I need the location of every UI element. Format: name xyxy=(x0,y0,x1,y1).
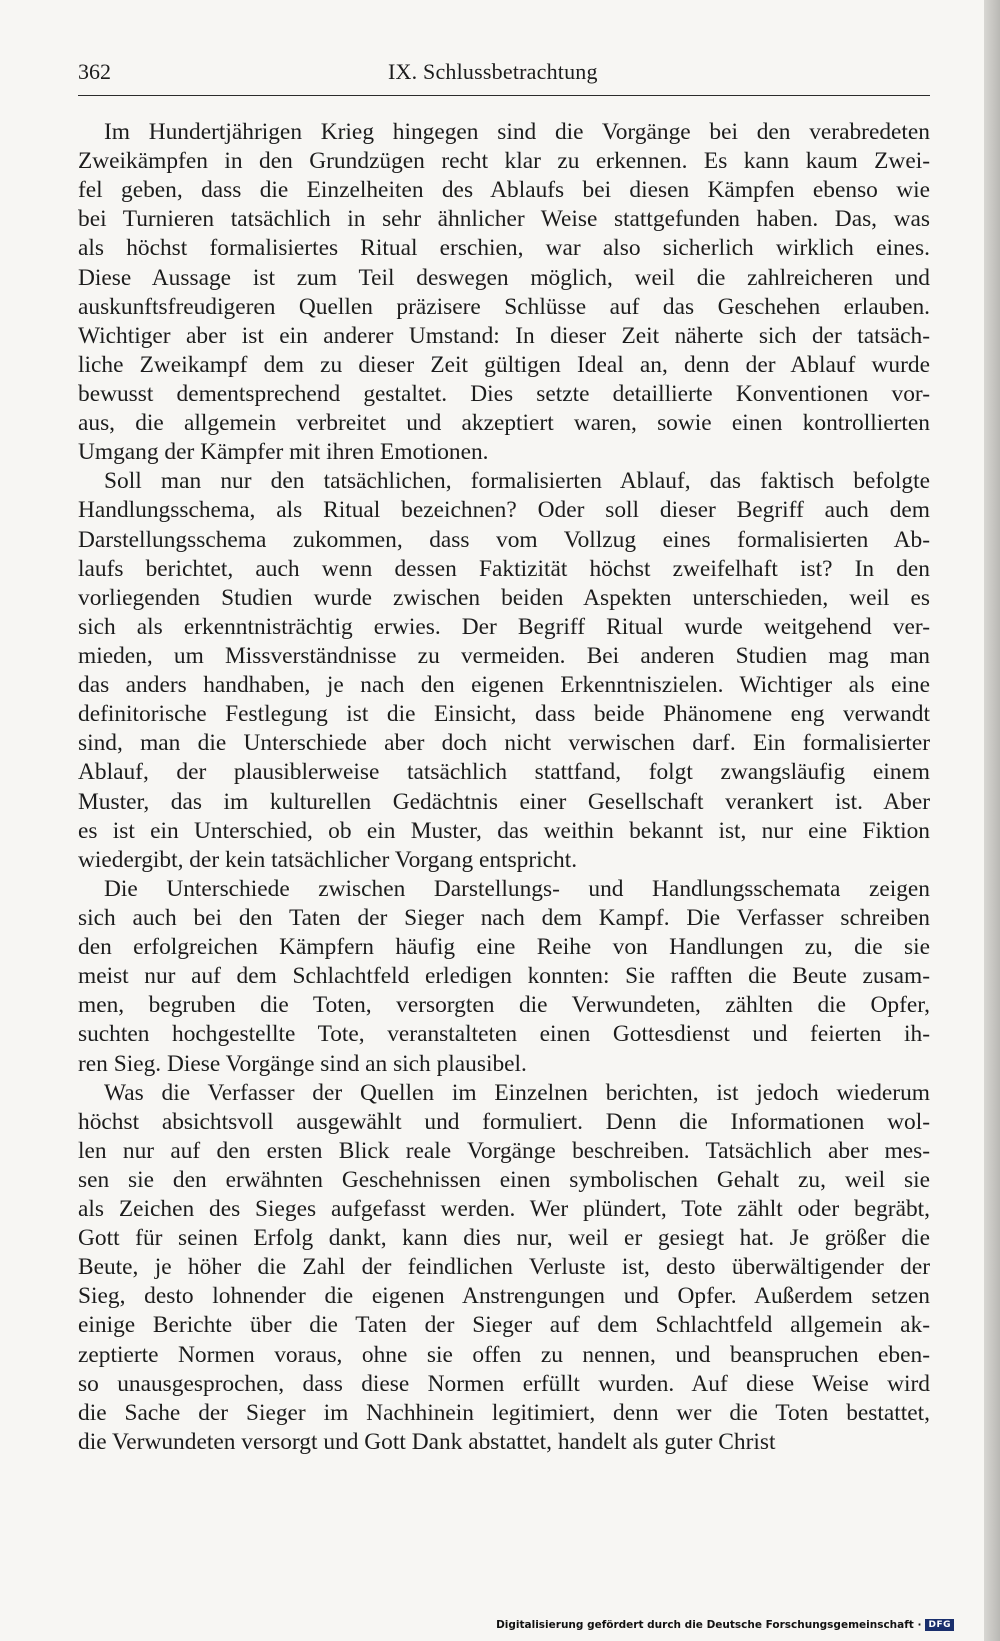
text-line: fel geben, dass die Einzelheiten des Ablaufs bei diesen Kämpfen ebenso wie xyxy=(78,177,930,204)
text-line: zeptierte Normen voraus, ohne sie offen zu nennen, und beanspruchen eben- xyxy=(78,1341,930,1368)
page-number: 362 xyxy=(78,59,111,84)
text-line: höchst absichtsvoll ausgewählt und formuliert. Denn die Informationen wol- xyxy=(78,1108,930,1135)
text-line: als höchst formalisiertes Ritual erschien, war also sicherlich wirklich eines. xyxy=(78,235,930,262)
text-line: men, begruben die Toten, versorgten die Verwundeten, zählten die Opfer, xyxy=(78,992,930,1019)
text-line: suchten hochgestellte Tote, veranstalteten einen Gottesdienst und feierten ih- xyxy=(78,1021,930,1048)
text-line: als Zeichen des Sieges aufgefasst werden. Wer plündert, Tote zählt oder begräbt, xyxy=(78,1196,930,1223)
text-line: auskunftsfreudigeren Quellen präzisere Schlüsse auf das Geschehen erlauben. xyxy=(78,293,930,320)
text-line: vorliegenden Studien wurde zwischen beiden Aspekten unterschieden, weil es xyxy=(78,584,930,611)
text-line: Im Hundertjährigen Krieg hingegen sind die Vorgänge bei den verabredeten xyxy=(104,119,930,145)
text-line: so unausgesprochen, dass diese Normen erfüllt wurden. Auf diese Weise wird xyxy=(78,1370,930,1397)
text-line: len nur auf den ersten Blick reale Vorgänge beschreiben. Tatsächlich aber mes- xyxy=(78,1137,930,1164)
text-line: bei Turnieren tatsächlich in sehr ähnlicher Weise stattgefunden haben. Das, was xyxy=(78,206,930,233)
digitization-credit xyxy=(496,1619,954,1631)
text-line: Soll man nur den tatsächlichen, formalisierten Ablauf, das faktisch befolgte xyxy=(104,468,930,495)
text-line: Wichtiger aber ist ein anderer Umstand: In dieser Zeit näherte sich der tatsäch- xyxy=(78,322,930,349)
text-line: Was die Verfasser der Quellen im Einzelnen berichten, ist jedoch wiederum xyxy=(104,1079,930,1106)
running-head: IX. Schlussbetrachtung xyxy=(388,59,598,84)
text-line: den erfolgreichen Kämpfern häufig eine Reihe von Handlungen zu, die sie xyxy=(78,934,930,961)
text-line: Die Unterschiede zwischen Darstellungs- und Handlungsschemata zeigen xyxy=(104,875,930,902)
text-line: Ablauf, der plausiblerweise tatsächlich stattfand, folgt zwangsläufig einem xyxy=(78,759,930,786)
text-line: Sieg, desto lohnender die eigenen Anstrengungen und Opfer. Außerdem setzen xyxy=(78,1283,930,1310)
text-line: die Sache der Sieger im Nachhinein legitimiert, denn wer die Toten bestattet, xyxy=(78,1399,930,1426)
text-line: liche Zweikampf dem zu dieser Zeit gültigen Ideal an, denn der Ablauf wurde xyxy=(78,351,930,378)
text-line: sich als erkenntnisträchtig erwies. Der Begriff Ritual wurde weitgehend ver- xyxy=(78,613,930,640)
text-line: Diese Aussage ist zum Teil deswegen möglich, weil die zahlreicheren und xyxy=(78,264,930,291)
text-line: aus, die allgemein verbreitet und akzeptiert waren, sowie einen kontrollierten xyxy=(78,410,930,437)
text-line: Zweikämpfen in den Grundzügen recht klar zu erkennen. Es kann kaum Zwei- xyxy=(78,148,930,175)
text-line: laufs berichtet, auch wenn dessen Faktizität höchst zweifelhaft ist? In den xyxy=(78,555,930,582)
text-line: sen sie den erwähnten Geschehnissen einen symbolischen Gehalt zu, weil sie xyxy=(78,1166,930,1193)
text-line: einige Berichte über die Taten der Sieger auf dem Schlachtfeld allgemein ak- xyxy=(78,1312,930,1339)
text-line: ren Sieg. Diese Vorgänge sind an sich plausibel. xyxy=(78,1050,527,1077)
paragraph xyxy=(78,1079,930,1457)
text-line: sich auch bei den Taten der Sieger nach dem Kampf. Die Verfasser schreiben xyxy=(78,904,930,931)
text-line: mieden, um Missverständnisse zu vermeiden. Bei anderen Studien mag man xyxy=(78,642,930,669)
paragraph xyxy=(78,467,930,875)
text-line: Darstellungsschema zukommen, dass vom Vollzug eines formalisierten Ab- xyxy=(78,526,930,553)
text-line: definitorische Festlegung ist die Einsicht, dass beide Phänomene eng verwandt xyxy=(78,701,930,728)
text-line: wiedergibt, der kein tatsächlicher Vorgang entspricht. xyxy=(78,846,578,873)
text-line: das anders handhaben, je nach den eigenen Erkenntniszielen. Wichtiger als eine xyxy=(78,672,930,699)
book-spine-edge xyxy=(984,0,1000,1641)
dfg-logo: DFG xyxy=(925,1619,954,1631)
text-line: bewusst dementsprechend gestaltet. Dies setzte detaillierte Konventionen vor- xyxy=(78,380,930,407)
text-line: Beute, je höher die Zahl der feindlichen Verluste ist, desto überwältigender der xyxy=(78,1254,930,1281)
body-text xyxy=(78,118,930,1457)
text-line: Muster, das im kulturellen Gedächtnis einer Gesellschaft verankert ist. Aber xyxy=(78,788,930,815)
text-line: Gott für seinen Erfolg dankt, kann dies nur, weil er gesiegt hat. Je größer die xyxy=(78,1225,930,1252)
text-line: Umgang der Kämpfer mit ihren Emotionen. xyxy=(78,439,489,466)
text-line: sind, man die Unterschiede aber doch nicht verwischen darf. Ein formalisierter xyxy=(78,730,930,757)
paragraph xyxy=(78,875,930,1079)
paragraph xyxy=(78,118,930,467)
text-line: es ist ein Unterschied, ob ein Muster, das weithin bekannt ist, nur eine Fiktion xyxy=(78,817,930,844)
credit-text: Digitalisierung gefördert durch die Deutsche Forschungsgemeinschaft · xyxy=(496,1619,922,1631)
text-line: meist nur auf dem Schlachtfeld erledigen konnten: Sie rafften die Beute zusam- xyxy=(78,963,930,990)
text-line: die Verwundeten versorgt und Gott Dank abstattet, handelt als guter Christ xyxy=(78,1428,776,1455)
text-line: Handlungsschema, als Ritual bezeichnen? Oder soll dieser Begriff auch dem xyxy=(78,497,930,524)
page-header xyxy=(78,55,930,96)
